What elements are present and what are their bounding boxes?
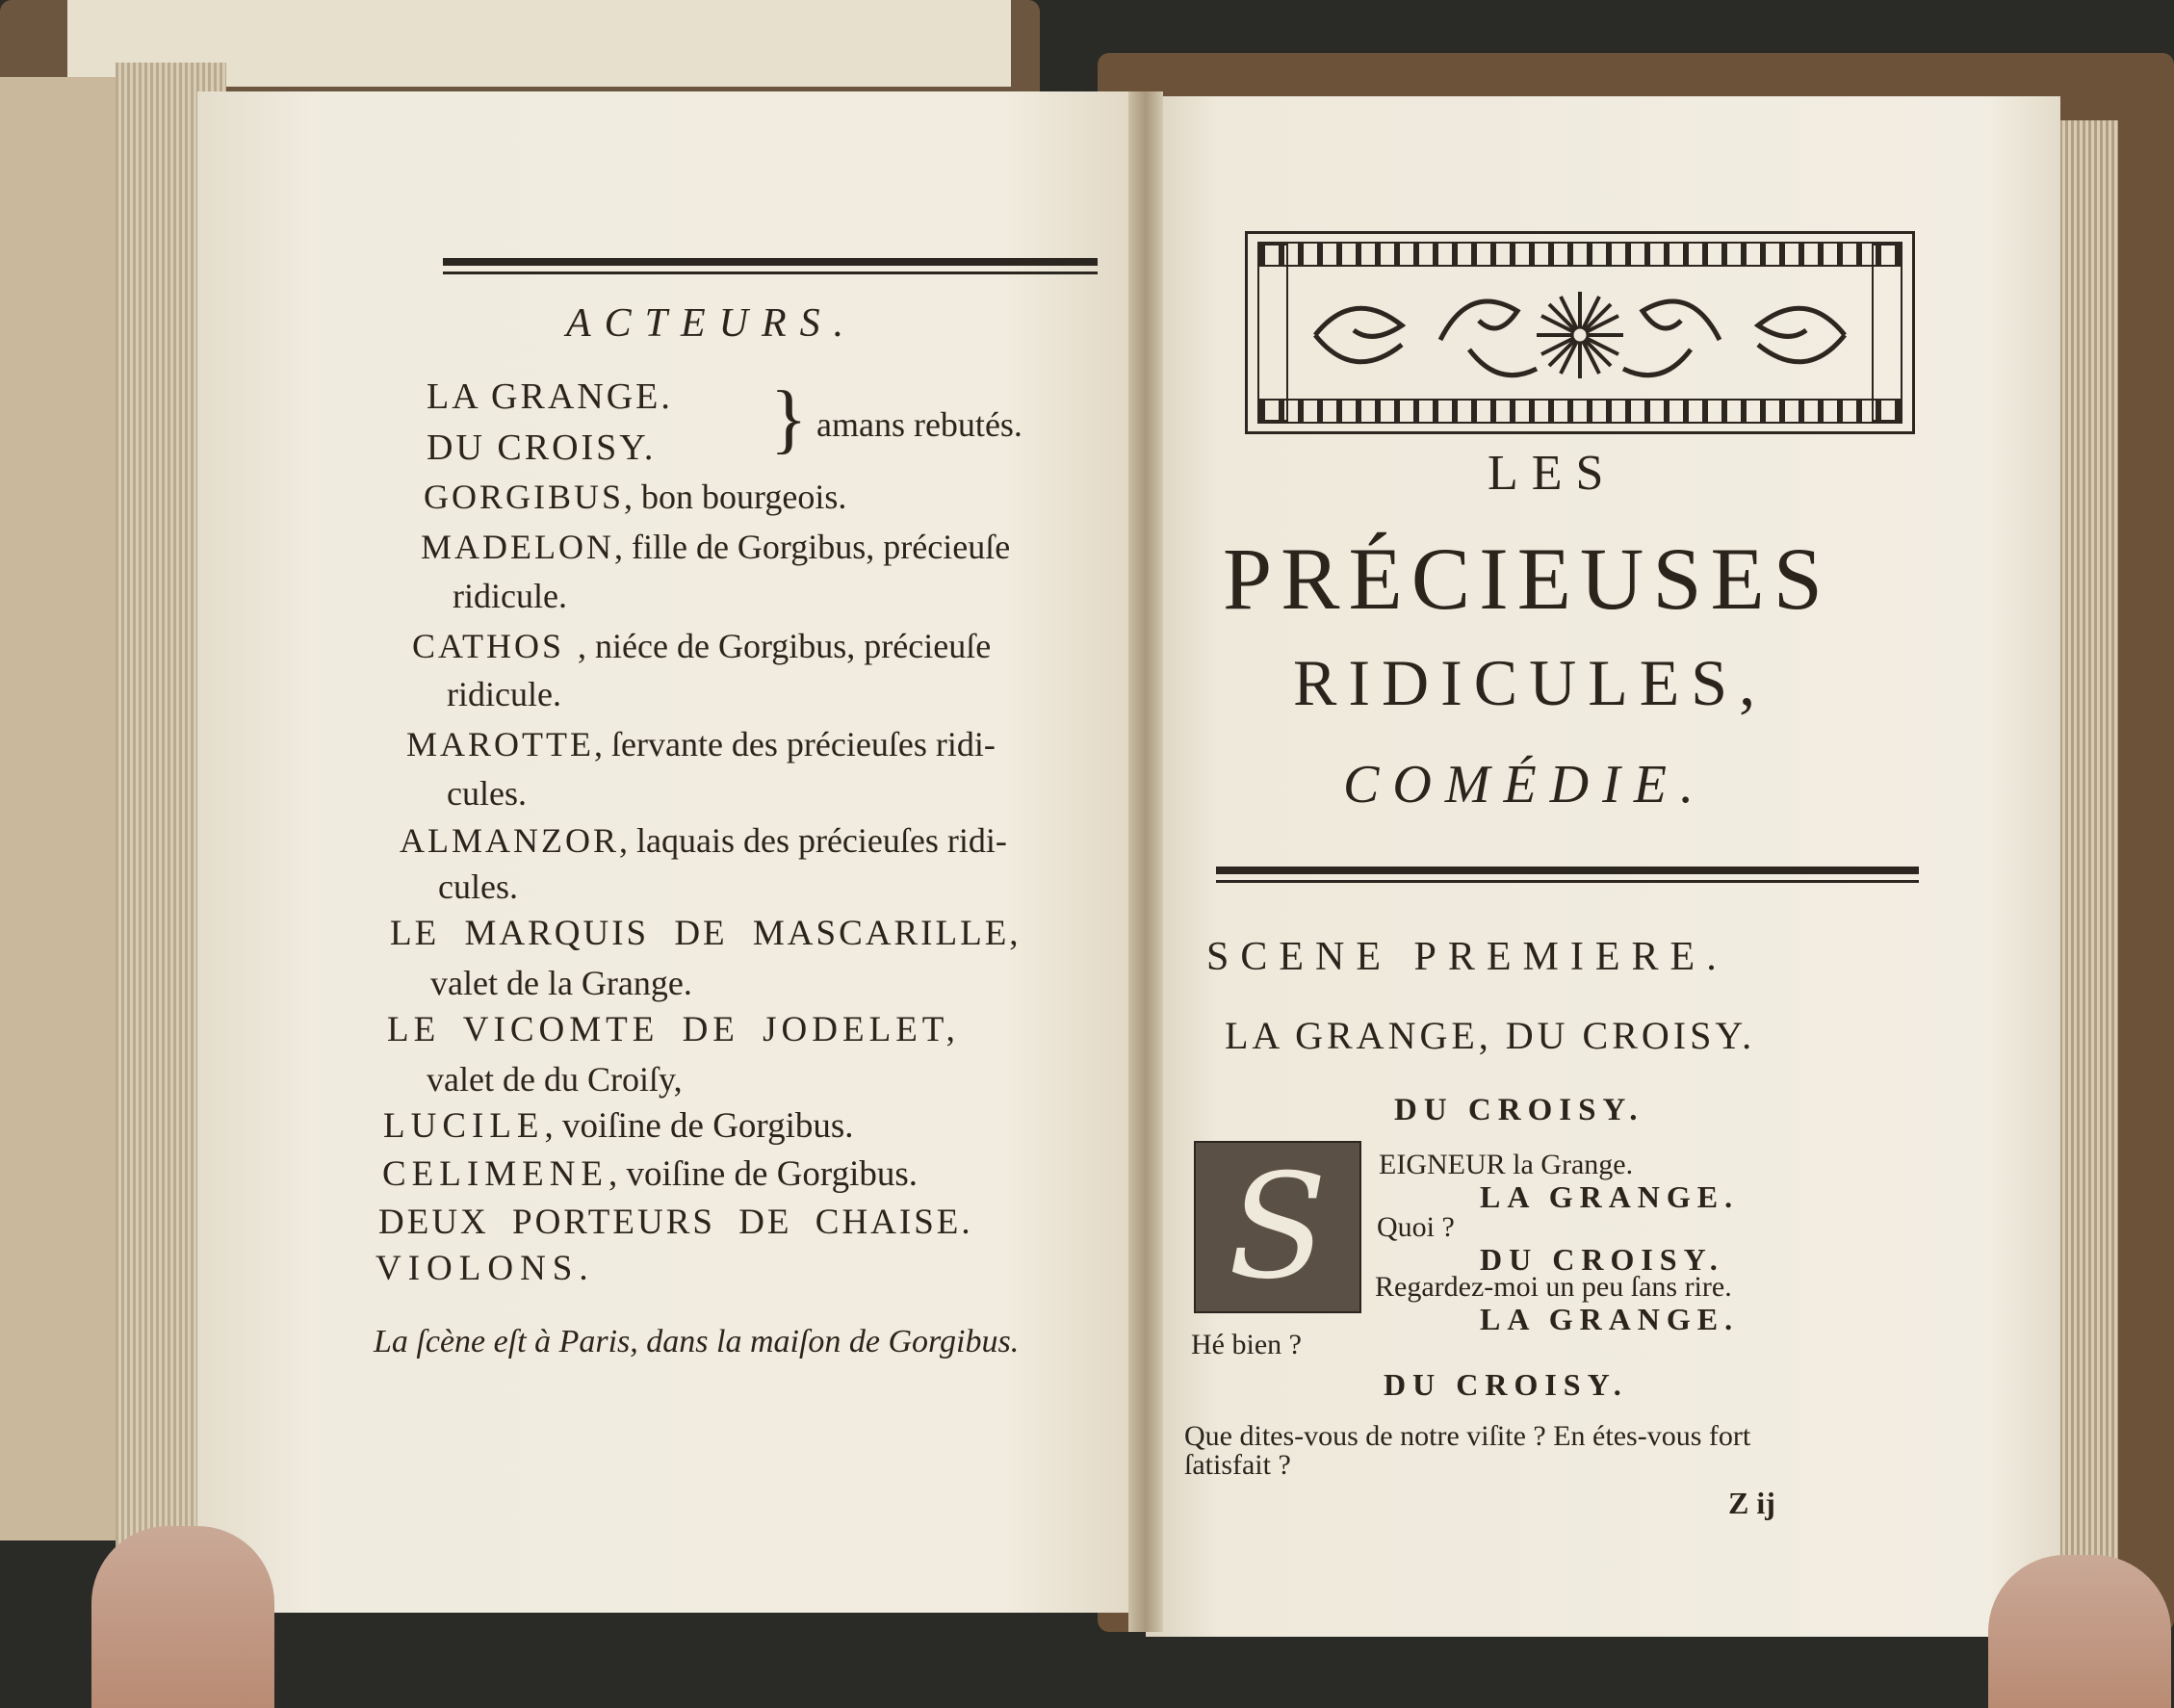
cast-role: , voiſine de Gorgibus. xyxy=(544,1106,854,1146)
cast-marotte xyxy=(406,724,996,764)
ornamental-headpiece xyxy=(1245,231,1915,434)
cast-name: LUCILE xyxy=(383,1106,545,1146)
cast-name: CATHOS xyxy=(412,627,565,665)
speaker-du-croisy: DU CROISY. xyxy=(1394,1093,1644,1127)
dialogue-line: ſatisfait ? xyxy=(1184,1449,1291,1481)
speaker-du-croisy: DU CROISY. xyxy=(1384,1367,1628,1402)
left-thumb xyxy=(91,1526,274,1708)
title-sub: RIDICULES, xyxy=(1293,646,1768,719)
cast-role: , voiſine de Gorgibus. xyxy=(608,1154,919,1194)
signature-mark: Z ij xyxy=(1728,1486,1775,1520)
cast-bracket: } xyxy=(770,376,808,461)
speaker-la-grange: LA GRANGE. xyxy=(1480,1302,1740,1336)
cast-role: , laquais des précieuſes ridi- xyxy=(619,821,1007,860)
speaker-la-grange: LA GRANGE. xyxy=(1480,1179,1740,1214)
cast-almanzor-cont: cules. xyxy=(438,867,518,906)
scene-heading: SCENE PREMIERE. xyxy=(1206,935,1728,979)
cast-la-grange: LA GRANGE. xyxy=(427,376,673,417)
cast-name: MAROTTE xyxy=(406,725,594,763)
speaker-du-croisy: DU CROISY. xyxy=(1480,1242,1724,1277)
cast-cathos xyxy=(412,626,991,666)
dialogue-line: Quoi ? xyxy=(1377,1211,1455,1243)
title-genre: COMÉDIE. xyxy=(1343,755,1707,815)
dialogue-line: EIGNEUR la Grange. xyxy=(1379,1149,1634,1180)
left-cover-board xyxy=(0,77,116,1540)
title-les: LES xyxy=(1488,446,1618,501)
drop-cap-initial xyxy=(1194,1141,1361,1313)
scene-characters: LA GRANGE, DU CROISY. xyxy=(1225,1014,1756,1057)
cast-madelon-cont: ridicule. xyxy=(453,577,567,615)
cast-mascarille: LE MARQUIS DE MASCARILLE, xyxy=(390,914,1022,953)
cast-role: , ſervante des précieuſes ridi- xyxy=(594,725,996,763)
cast-porteurs: DEUX PORTEURS DE CHAISE. xyxy=(378,1203,973,1242)
cast-jodelet-role: valet de du Croiſy, xyxy=(427,1060,683,1099)
cast-heading: ACTEURS. xyxy=(566,301,858,346)
cast-name: CELIMENE xyxy=(382,1154,609,1194)
right-thumb xyxy=(1988,1555,2171,1708)
dialogue-line: Hé bien ? xyxy=(1191,1329,1302,1360)
cast-jodelet: LE VICOMTE DE JODELET, xyxy=(387,1010,960,1049)
cast-gorgibus xyxy=(424,477,846,517)
dialogue-line: Regardez-moi un peu ſans rire. xyxy=(1375,1271,1732,1303)
drop-cap-letter: S xyxy=(1228,1143,1328,1311)
scene-setting: La ſcène eſt à Paris, dans la maiſon de Gorgibus. xyxy=(374,1324,1020,1359)
top-rule-left xyxy=(443,258,1098,277)
cast-role: , fille de Gorgibus, précieuſe xyxy=(613,528,1011,566)
right-page-edges xyxy=(2051,120,2118,1565)
cast-madelon xyxy=(421,527,1010,567)
cast-marotte-cont: cules. xyxy=(447,774,527,813)
cast-celimene xyxy=(382,1153,918,1195)
book-gutter xyxy=(1128,91,1163,1632)
ornament-scrollwork-icon xyxy=(1248,234,1912,431)
dialogue-line: Que dites-vous de notre viſite ? En étes-vous fort xyxy=(1184,1420,1751,1452)
cast-role: , niéce de Gorgibus, précieuſe xyxy=(578,627,992,665)
title-main: PRÉCIEUSES xyxy=(1223,530,1831,628)
cast-name: GORGIBUS xyxy=(424,478,625,516)
cast-pair-role: amans rebutés. xyxy=(816,405,1022,444)
cast-name: ALMANZOR xyxy=(400,821,619,860)
cast-mascarille-role: valet de la Grange. xyxy=(430,964,692,1002)
cast-almanzor xyxy=(400,820,1007,861)
top-rule-right xyxy=(1216,867,1919,886)
cast-violons: VIOLONS. xyxy=(375,1249,595,1288)
cast-cathos-cont: ridicule. xyxy=(447,675,561,713)
cast-name: MADELON xyxy=(421,528,614,566)
cast-role: , bon bourgeois. xyxy=(624,478,847,516)
cast-lucile xyxy=(383,1105,854,1147)
cast-du-croisy: DU CROISY. xyxy=(427,427,657,468)
